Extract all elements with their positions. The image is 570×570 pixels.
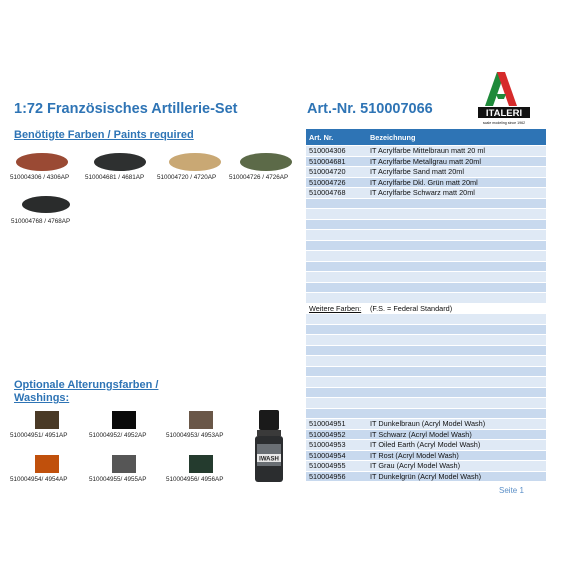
cell-desc bbox=[367, 314, 546, 325]
cell-nr bbox=[306, 356, 367, 367]
washings-heading-line2: Washings: bbox=[14, 392, 70, 404]
cell-desc: IT Acrylfarbe Metallgrau matt 20ml bbox=[367, 156, 546, 167]
cell-desc bbox=[367, 408, 546, 419]
table-row-empty bbox=[306, 356, 546, 367]
cell-desc bbox=[367, 335, 546, 346]
paints-table bbox=[306, 129, 546, 482]
cell-desc: IT Dunkelgrün (Acryl Model Wash) bbox=[367, 471, 546, 482]
cell-nr bbox=[306, 198, 367, 209]
table-row bbox=[306, 440, 546, 451]
paint-swatch-4681 bbox=[94, 153, 146, 171]
cell-nr: 510004720 bbox=[306, 167, 367, 178]
weitere-farben-note: (F.S. = Federal Standard) bbox=[367, 303, 546, 314]
italeri-logo-mark bbox=[475, 68, 533, 128]
wash-swatch-4956 bbox=[189, 455, 213, 473]
cell-desc bbox=[367, 345, 546, 356]
cell-nr: 510004956 bbox=[306, 471, 367, 482]
table-row-empty bbox=[306, 345, 546, 356]
col-header-desc: Bezeichnung bbox=[367, 129, 546, 146]
cell-nr bbox=[306, 209, 367, 220]
cell-desc bbox=[367, 356, 546, 367]
cell-nr bbox=[306, 314, 367, 325]
cell-desc bbox=[367, 240, 546, 251]
table-row-empty bbox=[306, 261, 546, 272]
article-number: Art.-Nr. 510007066 bbox=[307, 101, 433, 117]
cell-desc bbox=[367, 198, 546, 209]
table-row-empty bbox=[306, 272, 546, 283]
table-row bbox=[306, 167, 546, 178]
cell-desc bbox=[367, 209, 546, 220]
washings-heading-line1: Optionale Alterungsfarben / bbox=[14, 379, 159, 391]
cell-nr: 510004768 bbox=[306, 188, 367, 199]
table-row-empty bbox=[306, 366, 546, 377]
table-row-empty bbox=[306, 209, 546, 220]
cell-desc: IT Acrylfarbe Sand matt 20ml bbox=[367, 167, 546, 178]
cell-desc: IT Schwarz (Acryl Model Wash) bbox=[367, 429, 546, 440]
cell-nr bbox=[306, 272, 367, 283]
table-row-empty bbox=[306, 251, 546, 262]
wash-code-4953: 510004953/ 4953AP bbox=[166, 432, 224, 439]
cell-nr bbox=[306, 398, 367, 409]
table-row-empty bbox=[306, 198, 546, 209]
table-row-empty bbox=[306, 387, 546, 398]
cell-desc bbox=[367, 272, 546, 283]
cell-desc: IT Acrylfarbe Mittelbraun matt 20 ml bbox=[367, 146, 546, 157]
table-row-weitere bbox=[306, 303, 546, 314]
cell-desc: IT Acrylfarbe Schwarz matt 20ml bbox=[367, 188, 546, 199]
paints-heading: Benötigte Farben / Paints required bbox=[14, 129, 194, 141]
cell-desc: IT Grau (Acryl Model Wash) bbox=[367, 461, 546, 472]
italeri-logo bbox=[475, 68, 533, 128]
bottle-label: IWASH bbox=[259, 456, 279, 463]
cell-desc bbox=[367, 387, 546, 398]
table-row bbox=[306, 461, 546, 472]
table-row-empty bbox=[306, 282, 546, 293]
cell-desc bbox=[367, 366, 546, 377]
cell-nr: 510004306 bbox=[306, 146, 367, 157]
cell-desc bbox=[367, 377, 546, 388]
cell-desc bbox=[367, 282, 546, 293]
paint-swatch-4306 bbox=[16, 153, 68, 171]
wash-code-4951: 510004951/ 4951AP bbox=[10, 432, 68, 439]
cell-nr: 510004726 bbox=[306, 177, 367, 188]
wash-swatch-4954 bbox=[35, 455, 59, 473]
table-row bbox=[306, 188, 546, 199]
table-row bbox=[306, 156, 546, 167]
cell-nr bbox=[306, 387, 367, 398]
cell-desc bbox=[367, 230, 546, 241]
cell-desc: IT Rost (Acryl Model Wash) bbox=[367, 450, 546, 461]
paint-swatch-4768 bbox=[22, 196, 70, 213]
page-number: Seite 1 bbox=[499, 486, 524, 495]
cell-nr: 510004955 bbox=[306, 461, 367, 472]
cell-nr: 510004954 bbox=[306, 450, 367, 461]
paint-code-4768: 510004768 / 4768AP bbox=[11, 218, 71, 225]
cell-desc: IT Oiled Earth (Acryl Model Wash) bbox=[367, 440, 546, 451]
wash-bottle-image bbox=[253, 410, 285, 484]
paint-swatch-4726 bbox=[240, 153, 292, 171]
cell-nr bbox=[306, 282, 367, 293]
cell-desc: IT Acrylfarbe Dkl. Grün matt 20ml bbox=[367, 177, 546, 188]
cell-desc bbox=[367, 293, 546, 304]
table-row-empty bbox=[306, 398, 546, 409]
table-row-empty bbox=[306, 324, 546, 335]
cell-nr bbox=[306, 240, 367, 251]
cell-nr: 510004681 bbox=[306, 156, 367, 167]
wash-code-4956: 510004956/ 4956AP bbox=[166, 476, 224, 483]
cell-nr bbox=[306, 408, 367, 419]
table-row-empty bbox=[306, 219, 546, 230]
wash-swatch-4952 bbox=[112, 411, 136, 429]
table-row-empty bbox=[306, 230, 546, 241]
cell-desc bbox=[367, 398, 546, 409]
cell-desc bbox=[367, 219, 546, 230]
paint-swatch-4720 bbox=[169, 153, 221, 171]
wash-code-4952: 510004952/ 4952AP bbox=[89, 432, 147, 439]
weitere-farben-label: Weitere Farben: bbox=[306, 303, 367, 314]
table-row bbox=[306, 471, 546, 482]
cell-nr bbox=[306, 377, 367, 388]
table-row bbox=[306, 146, 546, 157]
cell-nr bbox=[306, 230, 367, 241]
cell-nr bbox=[306, 219, 367, 230]
table-row bbox=[306, 429, 546, 440]
table-row-empty bbox=[306, 314, 546, 325]
cell-nr bbox=[306, 324, 367, 335]
cell-nr bbox=[306, 366, 367, 377]
logo-brand: ITALERI bbox=[485, 108, 523, 119]
table-row bbox=[306, 419, 546, 430]
cell-nr bbox=[306, 345, 367, 356]
cell-nr bbox=[306, 261, 367, 272]
logo-tagline: scale modeling since 1962 bbox=[482, 121, 526, 125]
table-row-empty bbox=[306, 293, 546, 304]
paint-code-4726: 510004726 / 4726AP bbox=[229, 174, 289, 181]
paint-code-4720: 510004720 / 4720AP bbox=[157, 174, 217, 181]
page-title: 1:72 Französisches Artillerie-Set bbox=[14, 101, 238, 117]
table-row-empty bbox=[306, 377, 546, 388]
paint-code-4306: 510004306 / 4306AP bbox=[10, 174, 70, 181]
col-header-nr: Art. Nr. bbox=[306, 129, 367, 146]
cell-nr: 510004952 bbox=[306, 429, 367, 440]
table-row bbox=[306, 450, 546, 461]
cell-nr bbox=[306, 335, 367, 346]
table-row bbox=[306, 177, 546, 188]
wash-swatch-4953 bbox=[189, 411, 213, 429]
cell-desc bbox=[367, 324, 546, 335]
wash-code-4955: 510004955/ 4955AP bbox=[89, 476, 147, 483]
table-row-empty bbox=[306, 240, 546, 251]
cell-desc: IT Dunkelbraun (Acryl Model Wash) bbox=[367, 419, 546, 430]
paint-code-4681: 510004681 / 4681AP bbox=[85, 174, 145, 181]
cell-desc bbox=[367, 261, 546, 272]
cell-nr bbox=[306, 293, 367, 304]
cell-nr: 510004953 bbox=[306, 440, 367, 451]
cell-desc bbox=[367, 251, 546, 262]
wash-swatch-4951 bbox=[35, 411, 59, 429]
wash-swatch-4955 bbox=[112, 455, 136, 473]
cell-nr bbox=[306, 251, 367, 262]
table-row-empty bbox=[306, 335, 546, 346]
wash-code-4954: 510004954/ 4954AP bbox=[10, 476, 68, 483]
cell-nr: 510004951 bbox=[306, 419, 367, 430]
table-row-empty bbox=[306, 408, 546, 419]
